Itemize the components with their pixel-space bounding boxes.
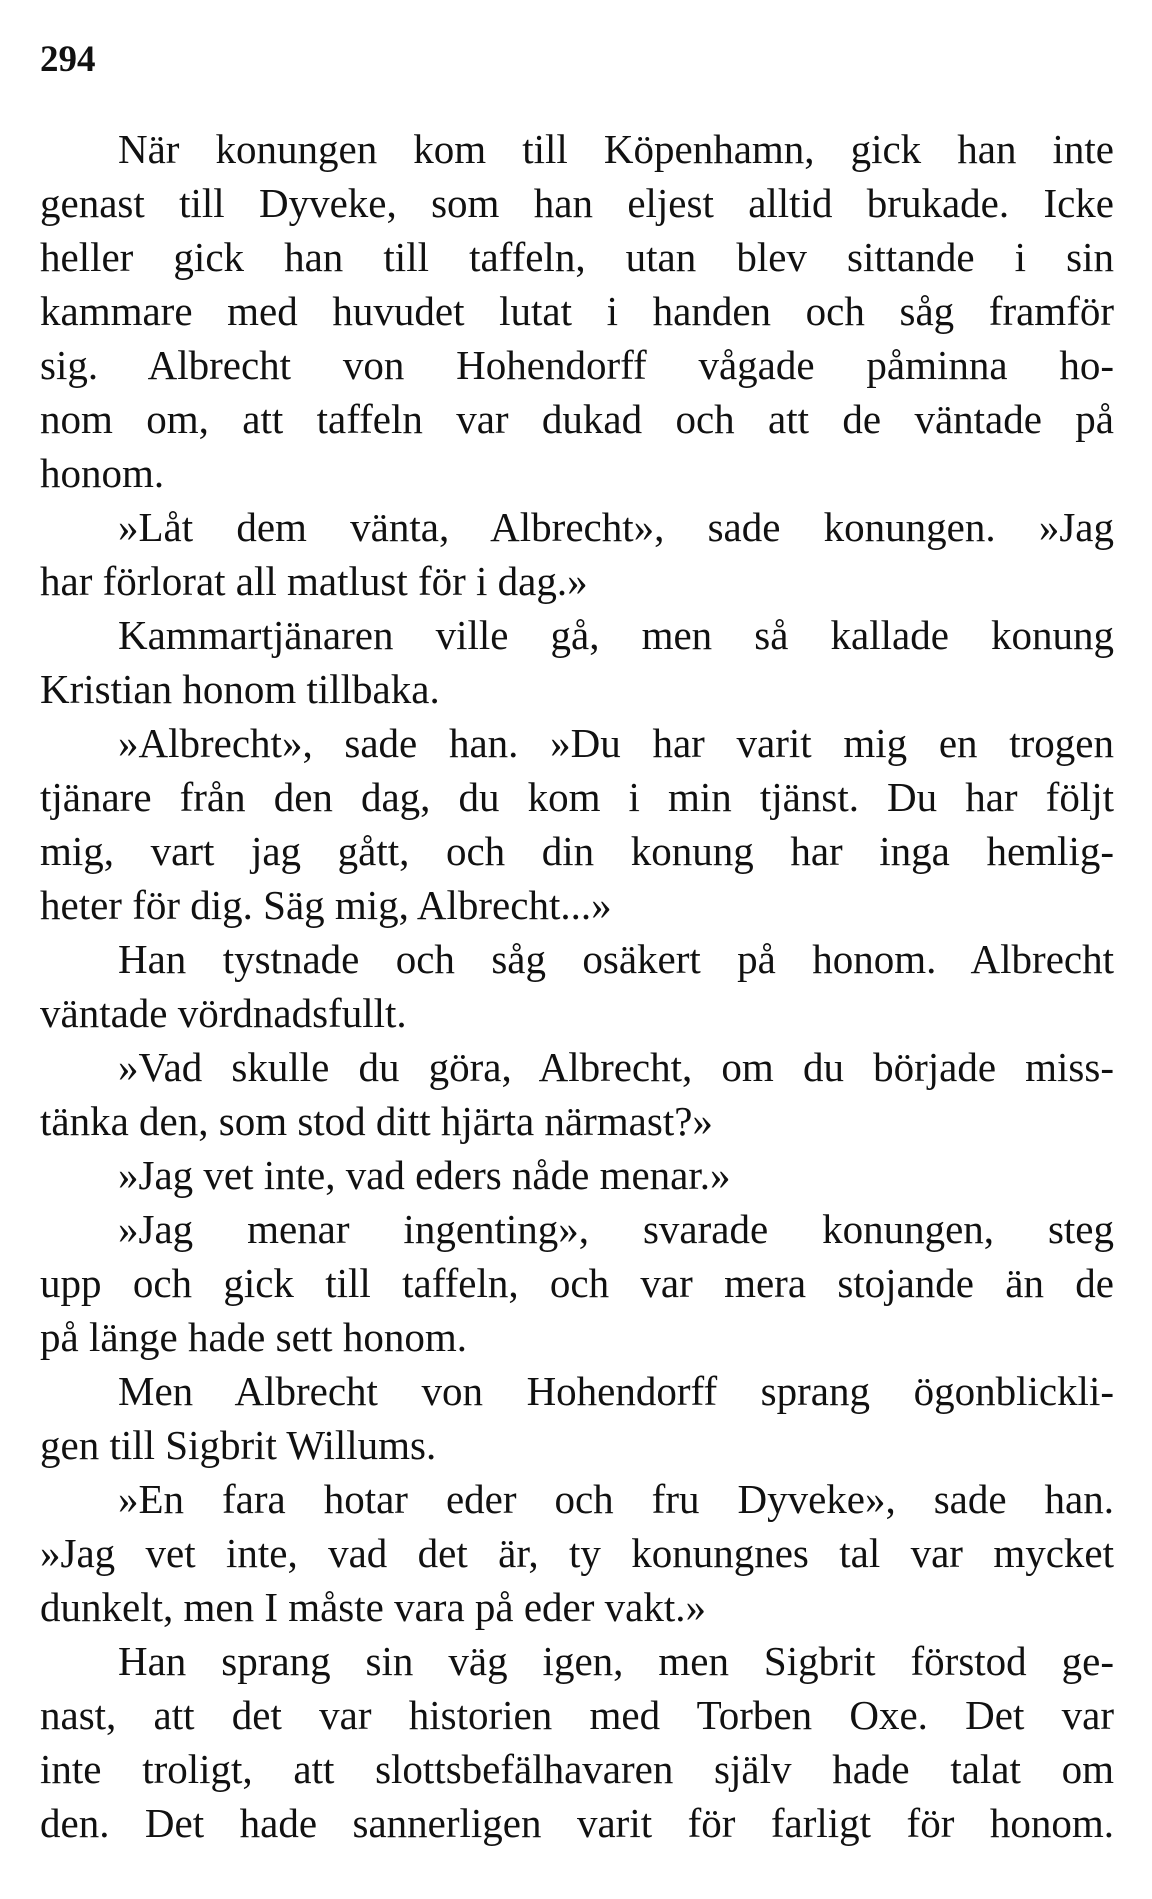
text-line: genast till Dyveke, som han eljest alltid brukade. Icke (40, 180, 1114, 226)
text-line: upp och gick till taffeln, och var mera stojande än de (40, 1260, 1114, 1306)
text-line: heller gick han till taffeln, utan blev sittande i sin (40, 234, 1114, 280)
body-text (40, 122, 1114, 1850)
text-line: Han sprang sin väg igen, men Sigbrit förstod ge- (118, 1638, 1114, 1684)
text-line: gen till Sigbrit Willums. (40, 1422, 437, 1468)
text-line: »Jag vet inte, vad det är, ty konungnes tal var mycket (40, 1530, 1114, 1576)
text-line: mig, vart jag gått, och din konung har inga hemlig- (40, 828, 1114, 874)
text-line: den. Det hade sannerligen varit för farligt för honom. (40, 1800, 1114, 1846)
text-line: Kammartjänaren ville gå, men så kallade konung (118, 612, 1114, 658)
text-line: dunkelt, men I måste vara på eder vakt.» (40, 1584, 706, 1630)
text-line: kammare med huvudet lutat i handen och såg framför (40, 288, 1114, 334)
text-line: »Låt dem vänta, Albrecht», sade konungen. »Jag (118, 504, 1114, 550)
text-line: Kristian honom tillbaka. (40, 666, 440, 712)
text-line: »En fara hotar eder och fru Dyveke», sade han. (118, 1476, 1114, 1522)
text-line: »Jag menar ingenting», svarade konungen, steg (118, 1206, 1114, 1252)
text-line: När konungen kom till Köpenhamn, gick han inte (118, 126, 1114, 172)
text-line: Han tystnade och såg osäkert på honom. Albrecht (118, 936, 1114, 982)
page-number: 294 (40, 39, 96, 80)
text-line: tjänare från den dag, du kom i min tjänst. Du har följt (40, 774, 1114, 820)
text-line: heter för dig. Säg mig, Albrecht...» (40, 882, 612, 928)
text-line: på länge hade sett honom. (40, 1314, 467, 1360)
text-line: inte troligt, att slottsbefälhavaren själv hade talat om (40, 1746, 1114, 1792)
text-line: nast, att det var historien med Torben Oxe. Det var (40, 1692, 1114, 1738)
text-line: »Albrecht», sade han. »Du har varit mig en trogen (118, 720, 1114, 766)
text-line: »Vad skulle du göra, Albrecht, om du började miss- (118, 1044, 1114, 1090)
text-line: nom om, att taffeln var dukad och att de väntade på (40, 396, 1114, 442)
text-line: tänka den, som stod ditt hjärta närmast?» (40, 1098, 713, 1144)
text-line: sig. Albrecht von Hohendorff vågade påminna ho- (40, 342, 1114, 388)
text-line: honom. (40, 450, 165, 496)
text-line: »Jag vet inte, vad eders nåde menar.» (118, 1152, 731, 1198)
text-line: väntade vördnadsfullt. (40, 990, 407, 1036)
text-line: Men Albrecht von Hohendorff sprang ögonblickli- (118, 1368, 1114, 1414)
text-line: har förlorat all matlust för i dag.» (40, 558, 588, 604)
